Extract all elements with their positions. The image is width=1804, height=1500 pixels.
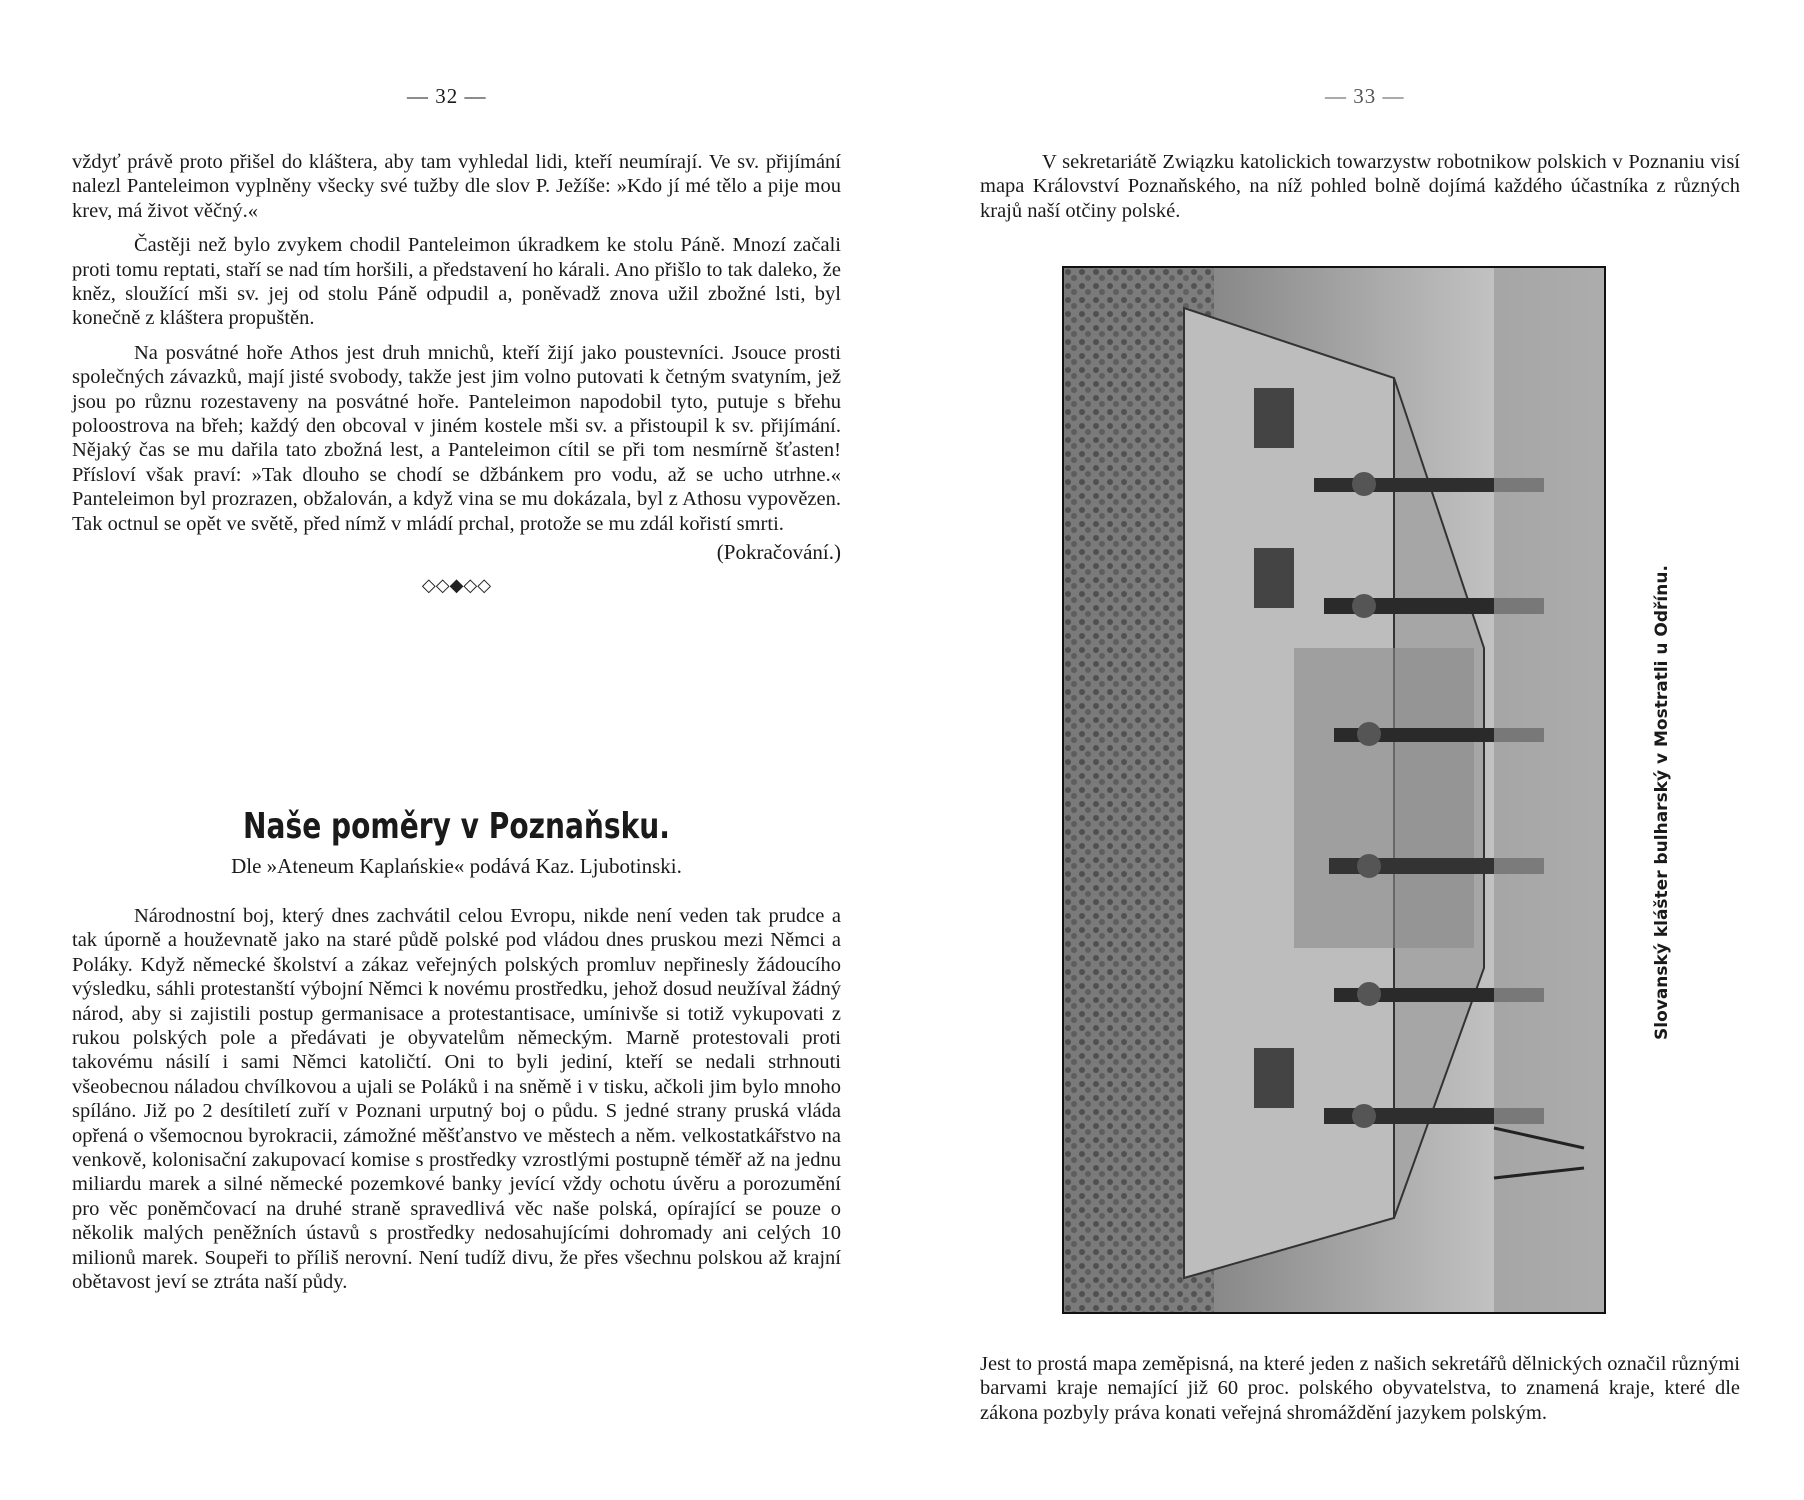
article-subtitle: Dle »Ateneum Kaplańskie« podává Kaz. Ljubotinski.	[231, 854, 682, 878]
photo-illustration	[1064, 268, 1604, 1312]
article-paragraph: Národnostní boj, který dnes zachvátil celou Evropu, nikde není veden tak prudce a tak úporně a houževnatě jako na staré půdě polské pod vládou dnes pruskou mezi Němci a Poláky. Když německé školství a zákaz veřejných polských promluv nepřinesly žádoucího výsledku, sáhli protestanští výbojní Němci k novému prostředku, jehož dosud neužíval žádný národ, aby si zajistili postup germanisace a protestantisace, umínivše si totiž vykupovati z rukou polských pole a předávati je obyvatelům německým. Marně protestovali proti takovému násilí i sami Němci katoličtí. Oni to byli jediní, kteří se nedali strhnouti všeobecnou náladou chvílkovou a ujali se Poláků i na sněmě i v tisku, ačkoli jim bylo mnoho spíláno. Již po 2 desítiletí zuří v Poznani urputný boj o půdu. S jedné strany pruská vláda opřená o všemocnou byrokracii, zámožné měšťanstvo ve městech a něm. velkostatkářstvo na venkově, kolonisační zakupovací komise s prostředky vzrostlými postupně téměř až na jednu miliardu marek a silné německé pozemkové banky jevící vždy ochotu úvěru a porozumění pro věc poněmčovací na druhé straně spravedlivá věc naše polská, opírající se pouze o několik malých peněžních ústavů s prostředky nedosahujícími dohromady ani celých 10 milionů marek. Soupeři to příliš nerovní. Není tudíž divu, že přes všechnu polskou až krajní obětavost jeví se ztráta naší půdy.	[72, 905, 841, 1294]
page-number-right: — 33 —	[1325, 84, 1405, 108]
ornament-divider: ◇◇◆◇◇	[421, 574, 492, 595]
paragraph-3: Na posvátné hoře Athos jest druh mnichů, kteří žijí jako poustevníci. Jsouce prosti společných závazků, mají jisté svobody, takže jest jim volno putovati k četným svatyním, jež jsou po různu rozestaveny na posvátné hoře. Panteleimon napodobil tyto, putuje s břehu poloostrova na břeh; každý den obcoval v jiném kostele mši sv. a přistoupil k sv. přijímání. Nějaký čas se mu dařila tato zbožná lest, a Panteleimon cítil se při tom nesmírně šťasten! Přísloví však praví: »Tak dlouho se chodí se džbánkem pro vodu, až se ucho utrhne.« Panteleimon byl prozrazen, obžalován, a když vina se mu dokázala, byl z Athosu vypovězen. Tak octnul se opět ve světě, před nímž v mládí prchal, protože se mu zdál kořistí smrti.	[72, 341, 841, 535]
article-title: Naše poměry v Poznaňsku.	[243, 806, 670, 847]
intro-paragraph	[980, 150, 1740, 223]
left-page	[0, 0, 900, 1500]
continuation-note: (Pokračování.)	[716, 540, 841, 565]
right-page	[900, 0, 1804, 1500]
monastery-photo	[1062, 266, 1606, 1314]
closing-text: Jest to prostá mapa zeměpisná, na které jeden z našich sekretářů dělnických označil různými barvami kraje nemající již 60 proc. polského obyvatelstva, to znamená kraje, které dle zákona pozbyly práva konati veřejná shromáždění jazykem polským.	[980, 1353, 1740, 1424]
paragraph-1: vždyť právě proto přišel do kláštera, aby tam vyhledal lidi, kteří neumírají. Ve sv. přijímání nalezl Panteleimon vyplněny všecky své tužby dle slov P. Ježíše: »Kdo jí mé tělo a pije mou krev, má život věčný.«	[72, 151, 841, 222]
intro-text: V sekretariátě Związku katolickich towarzystw robotnikow polskich v Poznaniu visí mapa Království Poznaňského, na níž pohled bolně dojímá každého účastníka z různých krajů naší otčiny polské.	[980, 151, 1740, 222]
photo-caption: Slovanský klášter bulharský v Mostratli u Odřínu.	[1652, 565, 1672, 1040]
continued-story	[72, 150, 841, 597]
article-body	[72, 904, 841, 1295]
page-number-left: — 32 —	[407, 84, 487, 108]
closing-paragraph	[980, 1352, 1740, 1425]
paragraph-2: Častěji než bylo zvykem chodil Panteleimon úkradkem ke stolu Páně. Mnozí začali proti tomu reptati, staří se nad tím horšili, a představení ho kárali. Ano přišlo to tak daleko, že kněz, sloužící mši sv. jej od stolu Páně odpudil a, poněvadž znova užil zbožné lsti, byl konečně z kláštera propuštěn.	[72, 234, 841, 330]
